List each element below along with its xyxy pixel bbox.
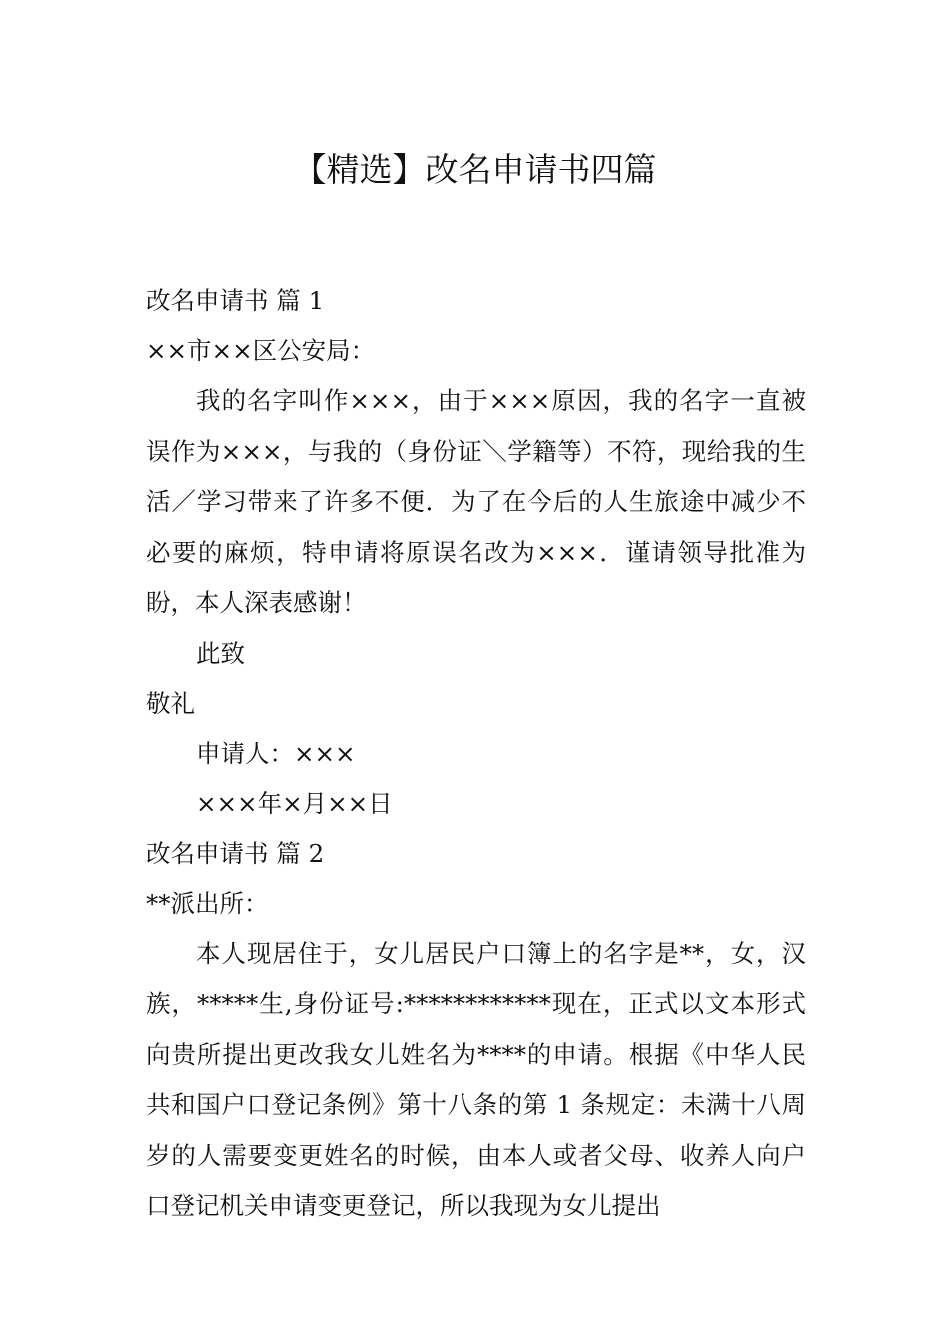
letter1-date: ×××年×月××日 bbox=[196, 788, 393, 818]
letter1-heading: 改名申请书 篇 1 bbox=[146, 286, 325, 315]
letter2-body: 本人现居住于，女儿居民户口簿上的名字是**，女，汉族，*****生,身份证号:************现在，正式以文本形式向贵所提出更改我女儿姓名为****的申请。根据《中华人民共和国户口登记条例》第十八条的第 1 条规定：未满十八周岁的人需要变更姓名的时候，由本人或者父母、收养人向户口登记机关申请变更登记，所以我现为女儿提出 bbox=[146, 938, 806, 1220]
letter2-heading: 改名申请书 篇 2 bbox=[146, 838, 325, 868]
document-body bbox=[146, 276, 806, 1232]
document-title: 【精选】改名申请书四篇 bbox=[293, 150, 657, 190]
letter1-recipient: ××市××区公安局： bbox=[146, 336, 376, 365]
letter1-applicant: 申请人：××× bbox=[196, 738, 356, 768]
letter1-closing-jingli: 敬礼 bbox=[146, 688, 195, 718]
letter1-closing-cizhi: 此致 bbox=[196, 638, 245, 668]
letter2-recipient: **派出所： bbox=[146, 888, 269, 918]
letter1-body: 我的名字叫作×××，由于×××原因，我的名字一直被误作为×××，与我的（身份证＼学籍等）不符，现给我的生活／学习带来了许多不便．为了在今后的人生旅途中减少不必要的麻烦，特申请将原误名改为×××．谨请领导批准为盼，本人深表感谢！ bbox=[146, 386, 806, 617]
